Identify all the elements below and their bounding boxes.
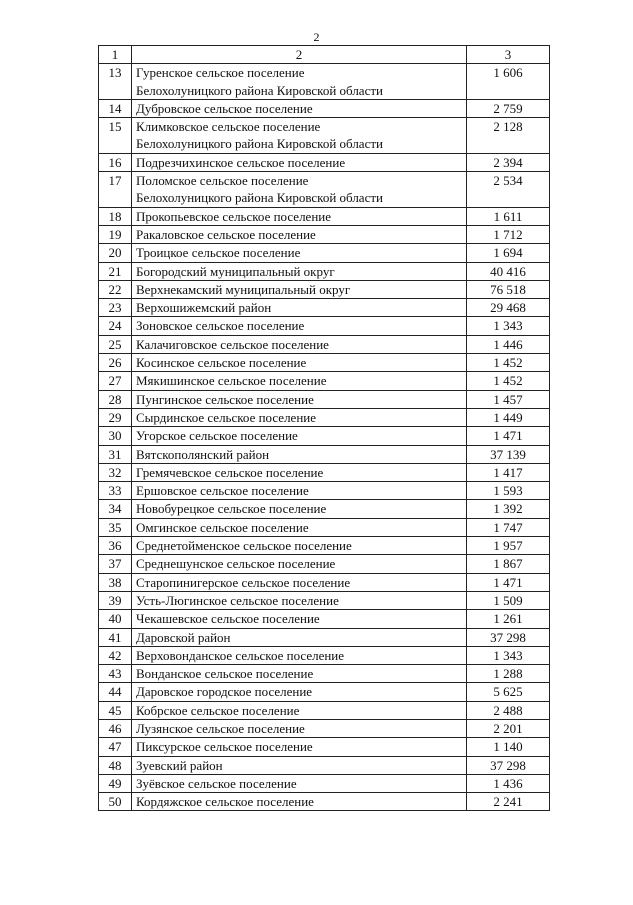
row-name-cell	[132, 701, 467, 719]
row-value: 1 957	[467, 537, 550, 555]
row-name-cell	[132, 317, 467, 335]
row-name-cell	[132, 280, 467, 298]
table-row	[99, 482, 550, 500]
table-row	[99, 683, 550, 701]
table-row	[99, 555, 550, 573]
table-row	[99, 445, 550, 463]
row-name-cell	[132, 408, 467, 426]
row-name: Зоновское сельское поселение	[136, 318, 305, 334]
row-number: 31	[99, 445, 132, 463]
row-name: Зуёвское сельское поселение	[136, 775, 297, 791]
data-table	[98, 45, 550, 811]
row-number: 24	[99, 317, 132, 335]
row-value: 5 625	[467, 683, 550, 701]
row-name: Мякишинское сельское поселение	[136, 373, 327, 389]
row-name: Богородский муниципальный округ	[136, 263, 335, 279]
table-row	[99, 500, 550, 518]
table-header-row	[99, 46, 550, 64]
row-name-cell	[132, 646, 467, 664]
page-number: 2	[313, 30, 320, 44]
row-number: 43	[99, 665, 132, 683]
row-number: 39	[99, 591, 132, 609]
table-body	[99, 64, 550, 811]
row-name: Калачиговское сельское поселение	[136, 336, 329, 352]
row-value: 1 509	[467, 591, 550, 609]
row-number: 30	[99, 427, 132, 445]
row-number: 14	[99, 99, 132, 117]
row-name: Зуевский район	[136, 757, 223, 773]
row-name-cell	[132, 573, 467, 591]
row-value: 2 201	[467, 719, 550, 737]
table-row	[99, 280, 550, 298]
row-number: 23	[99, 299, 132, 317]
table-row	[99, 701, 550, 719]
row-name: Среднешунское сельское поселение	[136, 556, 336, 572]
row-name-continuation: Белохолуницкого района Кировской области	[136, 136, 383, 152]
column-header-number: 1	[99, 46, 132, 64]
row-value: 37 298	[467, 628, 550, 646]
table-row	[99, 591, 550, 609]
table-row	[99, 427, 550, 445]
row-value: 1 457	[467, 390, 550, 408]
row-name-cell	[132, 372, 467, 390]
row-number: 25	[99, 335, 132, 353]
row-name-cell	[132, 756, 467, 774]
row-value: 76 518	[467, 280, 550, 298]
row-value: 1 261	[467, 610, 550, 628]
table-row	[99, 774, 550, 792]
row-value: 2 241	[467, 793, 550, 811]
row-name: Вятскополянский район	[136, 446, 270, 462]
row-name: Кордяжское сельское поселение	[136, 794, 314, 810]
row-number: 35	[99, 518, 132, 536]
row-name: Верхошижемский район	[136, 300, 272, 316]
row-name-cell	[132, 719, 467, 737]
column-header-name: 2	[132, 46, 467, 64]
row-number: 48	[99, 756, 132, 774]
row-value: 1 712	[467, 225, 550, 243]
row-number: 36	[99, 537, 132, 555]
row-name: Усть-Люгинское сельское поселение	[136, 592, 339, 608]
row-number: 26	[99, 354, 132, 372]
row-name: Новобурецкое сельское поселение	[136, 501, 327, 517]
row-name: Верхнекамский муниципальный округ	[136, 281, 351, 297]
table-row	[99, 390, 550, 408]
row-name: Среднетойменское сельское поселение	[136, 538, 352, 554]
row-number: 46	[99, 719, 132, 737]
row-name: Троицкое сельское поселение	[136, 245, 301, 261]
row-name-cell	[132, 262, 467, 280]
row-name-cell	[132, 683, 467, 701]
row-number: 18	[99, 207, 132, 225]
row-value: 2 128	[467, 118, 550, 154]
table-row	[99, 628, 550, 646]
row-name-cell	[132, 207, 467, 225]
row-number: 33	[99, 482, 132, 500]
row-number: 44	[99, 683, 132, 701]
row-name-cell	[132, 118, 467, 154]
row-name-cell	[132, 427, 467, 445]
column-header-value: 3	[467, 46, 550, 64]
row-name: Гремячевское сельское поселение	[136, 464, 324, 480]
row-number: 37	[99, 555, 132, 573]
row-value: 2 534	[467, 172, 550, 208]
row-value: 1 452	[467, 354, 550, 372]
row-name: Вонданское сельское поселение	[136, 666, 314, 682]
row-number: 20	[99, 244, 132, 262]
row-name: Омгинское сельское поселение	[136, 519, 309, 535]
row-value: 1 140	[467, 738, 550, 756]
row-value: 2 394	[467, 153, 550, 171]
row-name-cell	[132, 610, 467, 628]
row-number: 16	[99, 153, 132, 171]
row-value: 37 298	[467, 756, 550, 774]
row-name: Угорское сельское поселение	[136, 428, 298, 444]
row-name-cell	[132, 99, 467, 117]
row-number: 15	[99, 118, 132, 154]
table-row	[99, 408, 550, 426]
row-number: 42	[99, 646, 132, 664]
row-name: Пунгинское сельское поселение	[136, 391, 314, 407]
table-row	[99, 118, 550, 154]
row-name: Дубровское сельское поселение	[136, 100, 313, 116]
row-value: 1 417	[467, 463, 550, 481]
row-name-cell	[132, 482, 467, 500]
row-number: 21	[99, 262, 132, 280]
row-name-cell	[132, 153, 467, 171]
table-row	[99, 719, 550, 737]
table-row	[99, 665, 550, 683]
row-value: 1 343	[467, 646, 550, 664]
row-number: 17	[99, 172, 132, 208]
row-value: 2 759	[467, 99, 550, 117]
table-row	[99, 299, 550, 317]
row-name-cell	[132, 445, 467, 463]
row-value: 1 343	[467, 317, 550, 335]
row-name-cell	[132, 555, 467, 573]
row-name: Пиксурское сельское поселение	[136, 739, 313, 755]
row-name-cell	[132, 774, 467, 792]
table-row	[99, 573, 550, 591]
row-name: Подрезчихинское сельское поселение	[136, 154, 346, 170]
table-row	[99, 610, 550, 628]
row-value: 1 446	[467, 335, 550, 353]
row-name: Прокопьевское сельское поселение	[136, 208, 332, 224]
row-name: Сырдинское сельское поселение	[136, 409, 317, 425]
row-name-cell	[132, 335, 467, 353]
row-number: 13	[99, 64, 132, 100]
row-value: 1 452	[467, 372, 550, 390]
table-row	[99, 463, 550, 481]
row-name: Ершовское сельское поселение	[136, 483, 309, 499]
table-row	[99, 244, 550, 262]
row-number: 50	[99, 793, 132, 811]
row-number: 49	[99, 774, 132, 792]
row-value: 1 288	[467, 665, 550, 683]
row-name-cell	[132, 244, 467, 262]
row-value: 1 606	[467, 64, 550, 100]
row-value: 1 694	[467, 244, 550, 262]
row-name-cell	[132, 518, 467, 536]
row-name-cell	[132, 628, 467, 646]
row-number: 27	[99, 372, 132, 390]
row-name-cell	[132, 463, 467, 481]
row-value: 1 867	[467, 555, 550, 573]
row-name-cell	[132, 500, 467, 518]
row-value: 1 611	[467, 207, 550, 225]
row-name: Поломское сельское поселение	[136, 173, 309, 189]
table-row	[99, 64, 550, 100]
row-number: 45	[99, 701, 132, 719]
row-number: 38	[99, 573, 132, 591]
row-value: 37 139	[467, 445, 550, 463]
row-value: 29 468	[467, 299, 550, 317]
table-row	[99, 99, 550, 117]
table-row	[99, 153, 550, 171]
row-value: 1 747	[467, 518, 550, 536]
row-number: 22	[99, 280, 132, 298]
row-number: 34	[99, 500, 132, 518]
table-row	[99, 317, 550, 335]
table-row	[99, 537, 550, 555]
table-row	[99, 738, 550, 756]
row-name: Косинское сельское поселение	[136, 355, 307, 371]
row-name: Чекашевское сельское поселение	[136, 611, 320, 627]
row-name-cell	[132, 390, 467, 408]
row-name-cell	[132, 793, 467, 811]
row-name-cell	[132, 354, 467, 372]
table-row	[99, 646, 550, 664]
row-number: 28	[99, 390, 132, 408]
row-number: 47	[99, 738, 132, 756]
row-name: Кобрское сельское поселение	[136, 702, 300, 718]
table-row	[99, 262, 550, 280]
table-row	[99, 335, 550, 353]
row-name: Климковское сельское поселение	[136, 119, 321, 135]
table-row	[99, 225, 550, 243]
row-name-continuation: Белохолуницкого района Кировской области	[136, 190, 383, 206]
row-value: 1 593	[467, 482, 550, 500]
table-row	[99, 756, 550, 774]
row-number: 41	[99, 628, 132, 646]
row-name-cell	[132, 172, 467, 208]
row-value: 2 488	[467, 701, 550, 719]
row-number: 40	[99, 610, 132, 628]
row-name: Даровское городское поселение	[136, 684, 313, 700]
row-value: 1 436	[467, 774, 550, 792]
row-value: 1 449	[467, 408, 550, 426]
row-name: Даровской район	[136, 629, 231, 645]
row-value: 40 416	[467, 262, 550, 280]
row-name-cell	[132, 738, 467, 756]
row-name-cell	[132, 537, 467, 555]
row-name: Лузянское сельское поселение	[136, 720, 305, 736]
row-name-continuation: Белохолуницкого района Кировской области	[136, 82, 383, 98]
row-name: Ракаловское сельское поселение	[136, 226, 316, 242]
table-row	[99, 354, 550, 372]
row-name: Старопинигерское сельское поселение	[136, 574, 351, 590]
table-row	[99, 172, 550, 208]
table-row	[99, 518, 550, 536]
row-name: Верховонданское сельское поселение	[136, 647, 345, 663]
row-number: 32	[99, 463, 132, 481]
row-name-cell	[132, 591, 467, 609]
row-name-cell	[132, 299, 467, 317]
row-number: 29	[99, 408, 132, 426]
row-value: 1 471	[467, 427, 550, 445]
row-value: 1 392	[467, 500, 550, 518]
row-number: 19	[99, 225, 132, 243]
table-row	[99, 372, 550, 390]
row-name: Гуренское сельское поселение	[136, 65, 305, 81]
row-name-cell	[132, 225, 467, 243]
table-row	[99, 793, 550, 811]
row-name-cell	[132, 64, 467, 100]
row-value: 1 471	[467, 573, 550, 591]
row-name-cell	[132, 665, 467, 683]
table-row	[99, 207, 550, 225]
